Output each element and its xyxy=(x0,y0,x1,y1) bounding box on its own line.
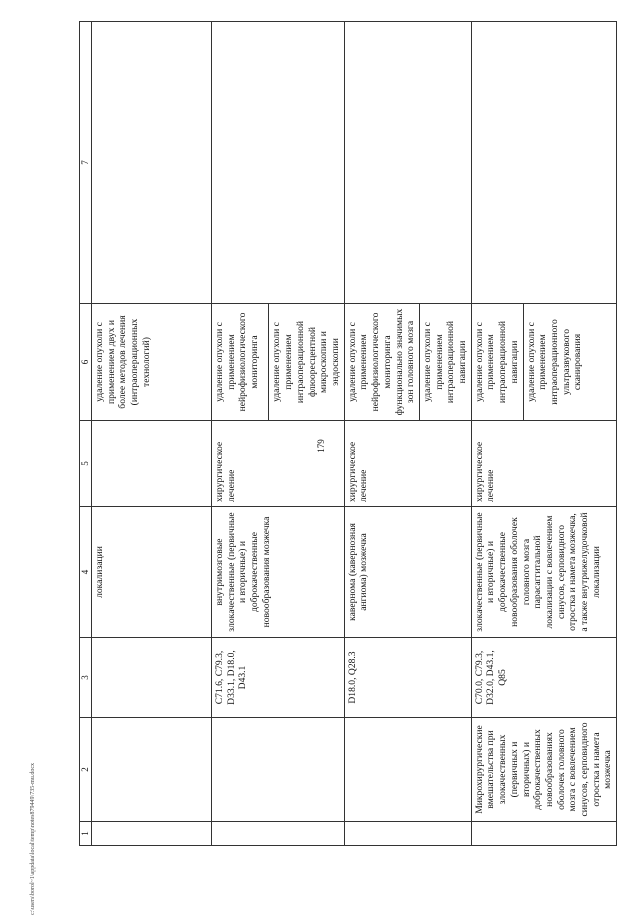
header-col-7: 7 xyxy=(80,22,92,304)
rotated-table-wrapper xyxy=(79,22,614,846)
row-2-col-6 xyxy=(211,304,344,421)
row-3-col-1 xyxy=(344,822,471,846)
footer-file-path: c:\users\borol~1\appdata\local\temp\notes879449\735-mu.docx xyxy=(30,762,36,915)
row-1-col-7 xyxy=(91,22,211,304)
row-2-col-4: внутримозговые злокачественные (первичные и вторичные) и доброкачественные новообразования мозжечка xyxy=(211,507,344,638)
row-3-method-1: удаление опухоли с применением нейрофизиологического мониторинга функционально значимых зон головного мозга xyxy=(346,308,417,416)
row-3-col-6 xyxy=(344,304,471,421)
row-2-method-2: удаление опухоли с применением интраоперационной флюоресцентной микроскопии и эндоскопии xyxy=(269,304,344,420)
row-1-col-3 xyxy=(91,638,211,718)
row-4-col-3: C70.0, C79.3, D32.0, D43.1, Q85 xyxy=(471,638,616,718)
table-row xyxy=(344,22,471,846)
row-2-col-5: хирургическое лечение xyxy=(211,421,344,507)
row-2-col-7 xyxy=(211,22,344,304)
table-row xyxy=(211,22,344,846)
row-4-col-5: хирургическое лечение xyxy=(471,421,616,507)
table-row xyxy=(91,22,211,846)
row-3-method-2: удаление опухоли с применением интраоперационной навигации xyxy=(419,304,470,420)
row-4-method-1: удаление опухоли с применением интраоперационной навигации xyxy=(473,320,520,404)
row-4-col-1 xyxy=(471,822,616,846)
row-2-methods-subtable xyxy=(212,304,344,420)
row-1-col-2 xyxy=(91,718,211,822)
row-3-col-5: хирургическое лечение xyxy=(344,421,471,507)
row-1-col-4: локализации xyxy=(91,507,211,638)
row-4-col-7 xyxy=(471,22,616,304)
header-col-6: 6 xyxy=(80,304,92,421)
table-row xyxy=(471,22,616,846)
row-4-col-4: злокачественные (первичные и вторичные) и доброкачественные новообразования оболочек головного мозга парасаггитальной локализации с вовлечением синусов, серповидного отростка и намета мозжечка, а также внутрижелудочковой локализации xyxy=(471,507,616,638)
header-col-2: 2 xyxy=(80,718,92,822)
row-3-col-2 xyxy=(344,718,471,822)
row-1-col-6: удаление опухоли с применением двух и более методов лечения (интраоперационных технологий) xyxy=(91,304,211,421)
header-row xyxy=(80,22,92,846)
row-3-col-4: кавернома (кавернозная ангиома) мозжечка xyxy=(344,507,471,638)
row-1-col-5 xyxy=(91,421,211,507)
page-number: 179 xyxy=(315,439,326,453)
header-col-4: 4 xyxy=(80,507,92,638)
row-2-col-1 xyxy=(211,822,344,846)
medical-procedures-table xyxy=(79,21,617,846)
row-2-col-2 xyxy=(211,718,344,822)
header-col-5: 5 xyxy=(80,421,92,507)
row-3-methods-subtable xyxy=(345,304,471,420)
header-col-1: 1 xyxy=(80,822,92,846)
row-3-col-3: D18.0, Q28.3 xyxy=(344,638,471,718)
row-4-col-2: Микрохирургические вмешательства при злокачественных (первичных и вторичных) и доброкачественных новообразованиях оболочек головного мозга с вовлечением синусов, серповидного отростка и намета мозжечка xyxy=(471,718,616,822)
row-3-col-7 xyxy=(344,22,471,304)
row-4-method-2: удаление опухоли с применением интраоперационного ультразвукового сканирования xyxy=(523,304,616,420)
row-4-methods-subtable xyxy=(472,304,616,420)
row-1-col-1 xyxy=(91,822,211,846)
row-2-method-1: удаление опухоли с применением нейрофизиологического мониторинга xyxy=(213,312,261,412)
row-2-col-3: C71.6, C79.3, D33.1, D18.0, D43.1 xyxy=(211,638,344,718)
row-4-col-6 xyxy=(471,304,616,421)
header-col-3: 3 xyxy=(80,638,92,718)
